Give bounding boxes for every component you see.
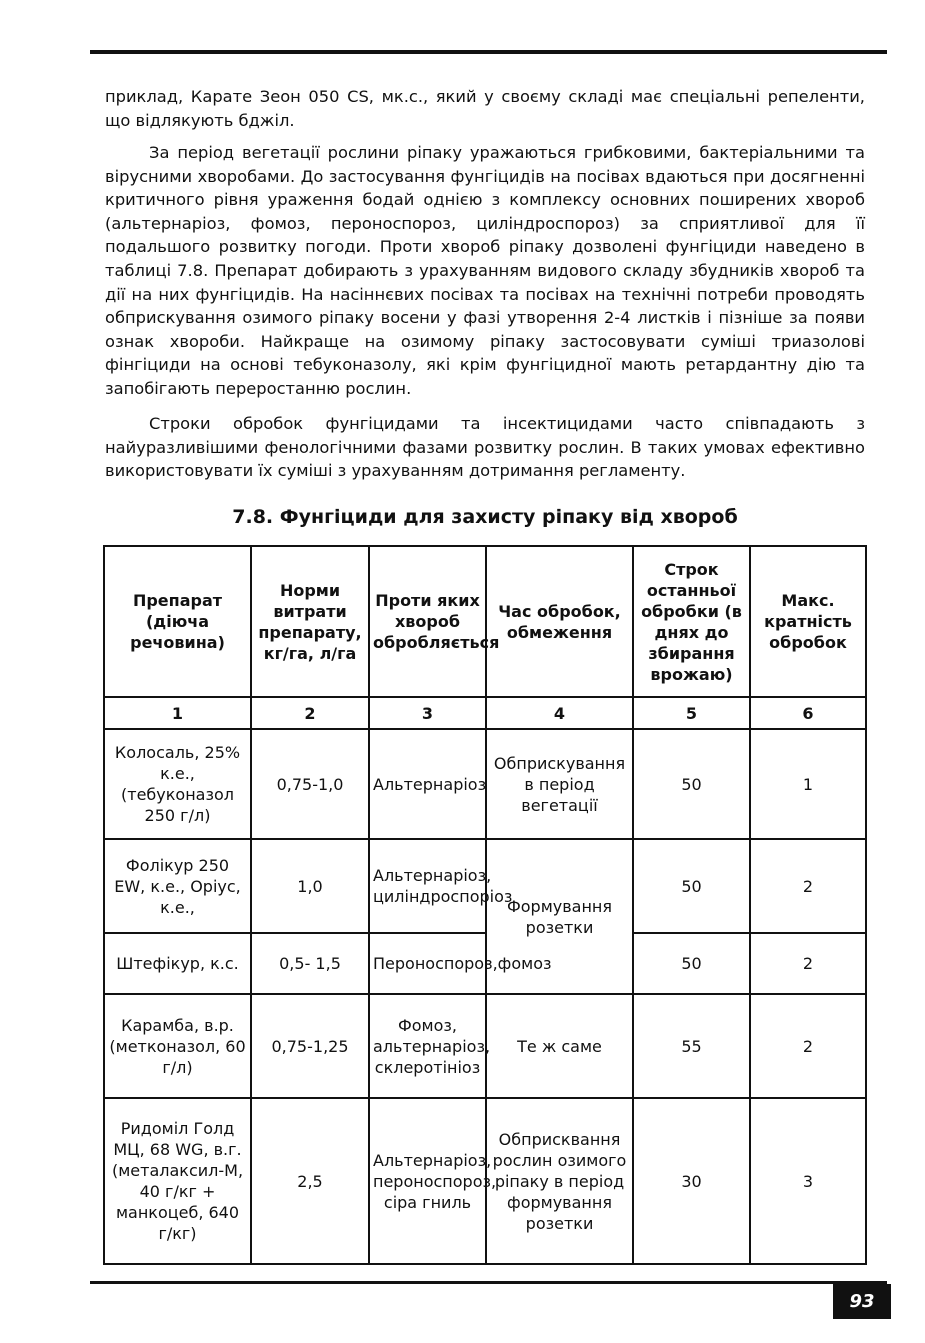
header-diseases: Проти яких хвороб обробляється	[369, 546, 486, 697]
bottom-rule	[90, 1281, 887, 1284]
cell-last-treatment: 50	[633, 839, 750, 933]
column-number: 4	[486, 697, 633, 729]
paragraph-2-text: За період вегетації рослини ріпаку уражаються грибковими, бактеріальними та вірусними хворобами. До застосування фунгіцидів на посівах вдаються при досягненні критичного рівня ураження бодай однією з комплексу основних поширених хвороб (альтернаріоз, фомоз, пероноспороз, циліндроспороз) за сприятливої для її подальшого розвитку погоди. Проти хвороб ріпаку дозволені фунгіциди наведено в таблиці 7.8. Препарат добирають з урахуванням видового складу збудників хвороб та дії на них фунгіцидів. На насіннєвих посівах та посівах на технічні потреби проводять обприскування озимого ріпаку восени у фазі утворення 2-4 листків і пізніше за появи ознак хвороби. Найкраще на озимому ріпаку застосовувати суміші триазолові фінгіциди на основі тебуконазолу, які крім фунгіцидної мають ретардантну дію та запобігають переростанню рослин.	[105, 143, 865, 398]
header-max-treatments: Макс. кратність обробок	[750, 546, 866, 697]
paragraph-2	[105, 141, 865, 401]
cell-rate: 0,75-1,0	[251, 729, 369, 839]
table-row	[104, 1098, 866, 1264]
column-number: 5	[633, 697, 750, 729]
paragraph-1-text: приклад, Карате Зеон 050 CS, мк.с., який у своєму складі має спеціальні репеленти, що відлякують бджіл.	[105, 87, 865, 130]
paragraph-1	[105, 85, 865, 132]
cell-rate: 2,5	[251, 1098, 369, 1264]
table-row	[104, 994, 866, 1098]
fungicide-table	[103, 545, 867, 1265]
header-preparation: Препарат (діюча речовина)	[104, 546, 251, 697]
column-number-row	[104, 697, 866, 729]
cell-diseases: Фомоз, альтернаріоз, склеротініоз	[369, 994, 486, 1098]
cell-diseases: Альтернаріоз, пероноспороз, сіра гниль	[369, 1098, 486, 1264]
cell-preparation: Штефікур, к.с.	[104, 933, 251, 994]
cell-max-treatments: 2	[750, 933, 866, 994]
cell-rate: 0,75-1,25	[251, 994, 369, 1098]
cell-preparation: Колосаль, 25% к.е., (тебуконазол 250 г/л)	[104, 729, 251, 839]
cell-timing: Обприсквання рослин озимого ріпаку в період формування розетки	[486, 1098, 633, 1264]
table-caption: 7.8. Фунгіциди для захисту ріпаку від хвороб	[232, 506, 738, 528]
cell-last-treatment: 55	[633, 994, 750, 1098]
cell-last-treatment: 30	[633, 1098, 750, 1264]
cell-last-treatment: 50	[633, 729, 750, 839]
column-number: 3	[369, 697, 486, 729]
table-row	[104, 839, 866, 933]
column-number: 1	[104, 697, 251, 729]
cell-diseases: Пероноспороз,фомоз	[369, 933, 486, 994]
column-number: 6	[750, 697, 866, 729]
cell-max-treatments: 2	[750, 839, 866, 933]
cell-rate: 1,0	[251, 839, 369, 933]
table-row	[104, 933, 866, 994]
cell-preparation: Фолікур 250 EW, к.е., Оріус, к.е.,	[104, 839, 251, 933]
cell-preparation: Ридоміл Голд МЦ, 68 WG, в.г. (металаксил-М, 40 г/кг + манкоцеб, 640 г/кг)	[104, 1098, 251, 1264]
top-rule	[90, 50, 887, 54]
cell-diseases: Альтернаріоз, циліндроспоріоз	[369, 839, 486, 933]
cell-rate: 0,5- 1,5	[251, 933, 369, 994]
cell-max-treatments: 2	[750, 994, 866, 1098]
table-row	[104, 729, 866, 839]
cell-max-treatments: 1	[750, 729, 866, 839]
cell-last-treatment: 50	[633, 933, 750, 994]
page-number: 93	[833, 1284, 891, 1319]
cell-timing: Те ж саме	[486, 994, 633, 1098]
cell-timing: Формування розетки	[486, 839, 633, 994]
cell-diseases: Альтернаріоз	[369, 729, 486, 839]
header-timing: Час обробок, обмеження	[486, 546, 633, 697]
paragraph-3-text: Строки обробок фунгіцидами та інсектицидами часто співпадають з найуразливішими фенологічними фазами розвитку рослин. В таких умовах ефективно використовувати їх суміші з урахуванням дотримання регламенту.	[105, 414, 865, 481]
column-number: 2	[251, 697, 369, 729]
table-header-row	[104, 546, 866, 697]
paragraph-3	[105, 412, 865, 483]
cell-preparation: Карамба, в.р. (метконазол, 60 г/л)	[104, 994, 251, 1098]
cell-timing: Обприскування в період вегетації	[486, 729, 633, 839]
header-rate: Норми витрати препарату, кг/га, л/га	[251, 546, 369, 697]
header-last-treatment: Строк останньої обробки (в днях до збирання врожаю)	[633, 546, 750, 697]
cell-max-treatments: 3	[750, 1098, 866, 1264]
